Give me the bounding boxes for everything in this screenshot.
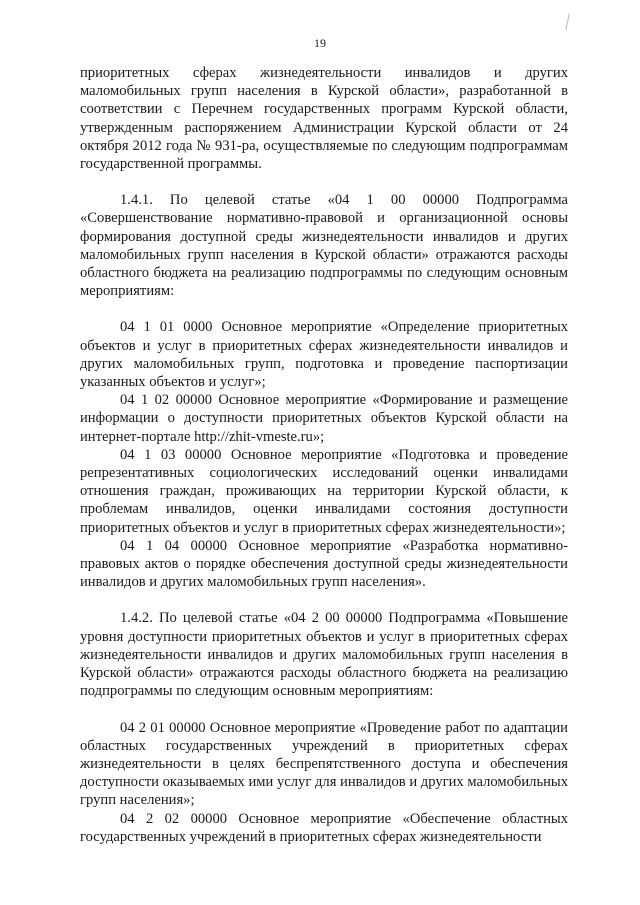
paragraph-gap [80,591,568,609]
paragraph-p7: 04 2 01 00000 Основное мероприятие «Проведение работ по адаптации областных государственных учреждений в приоритетных сферах жизнедеятельности в целях беспрепятственного доступа и обеспечения доступности оказываемых ими услуг для инвалидов и других маломобильных групп населения»; [80,719,569,809]
paragraph-gap [80,173,568,191]
paragraph-p2: 04 1 01 0000 Основное мероприятие «Определение приоритетных объектов и услуг в приоритетных сферах жизнедеятельности инвалидов и других маломобильных групп, подготовка и проведение паспортизации указанных объектов и услуг»; [80,319,568,391]
page-number: 19 [314,36,326,50]
paragraph-p1: 1.4.1. По целевой статье «04 1 00 00000 Подпрограмма «Совершенствование нормативно-правовой и организационной основы формирования доступной среды жизнедеятельности инвалидов и других маломобильных групп населения в Курской области» отражаются расходы областного бюджета на реализацию подпрограммы по следующим основным мероприятиям: [80,192,568,300]
document-body [80,64,568,846]
paragraph-p6: 1.4.2. По целевой статье «04 2 00 00000 Подпрограмма «Повышение уровня доступности приоритетных объектов и услуг в приоритетных сферах жизнедеятельности инвалидов и других маломобильных групп населения в Курской области» отражаются расходы областного бюджета на реализацию подпрограммы по следующим основным мероприятиям: [80,610,568,700]
paragraph-p5: 04 1 04 00000 Основное мероприятие «Разработка нормативно-правовых актов о порядке обеспечения доступной среды жизнедеятельности инвалидов и других маломобильных групп населения». [80,537,568,591]
paragraph-p8: 04 2 02 00000 Основное мероприятие «Обеспечение областных государственных учреждений в приоритетных сферах жизнедеятельности [80,810,568,845]
paragraph-p4: 04 1 03 00000 Основное мероприятие «Подготовка и проведение репрезентативных социологических исследований оценки инвалидами отношения граждан, проживающих на территории Курской области, к проблемам инвалидов, оценки инвалидами состояния доступности приоритетных объектов и услуг в приоритетных сферах жизнедеятельности»; [80,446,568,536]
paragraph-gap [80,300,568,318]
paragraph-p0: приоритетных сферах жизнедеятельности инвалидов и других маломобильных групп населения в Курской области», разработанной в соответствии с Перечнем государственных программ Курской области, утвержденным распоряжением Администрации Курской области от 24 октября 2012 года № 931-ра, осуществляемые по следующим подпрограммам государственной программы. [80,65,568,173]
paragraph-gap [80,701,568,719]
scan-artifact-mark [565,14,571,30]
paragraph-p3: 04 1 02 00000 Основное мероприятие «Формирование и размещение информации о доступности приоритетных объектов Курской области на интернет-портале http://zhit-vmeste.ru»; [80,392,568,445]
